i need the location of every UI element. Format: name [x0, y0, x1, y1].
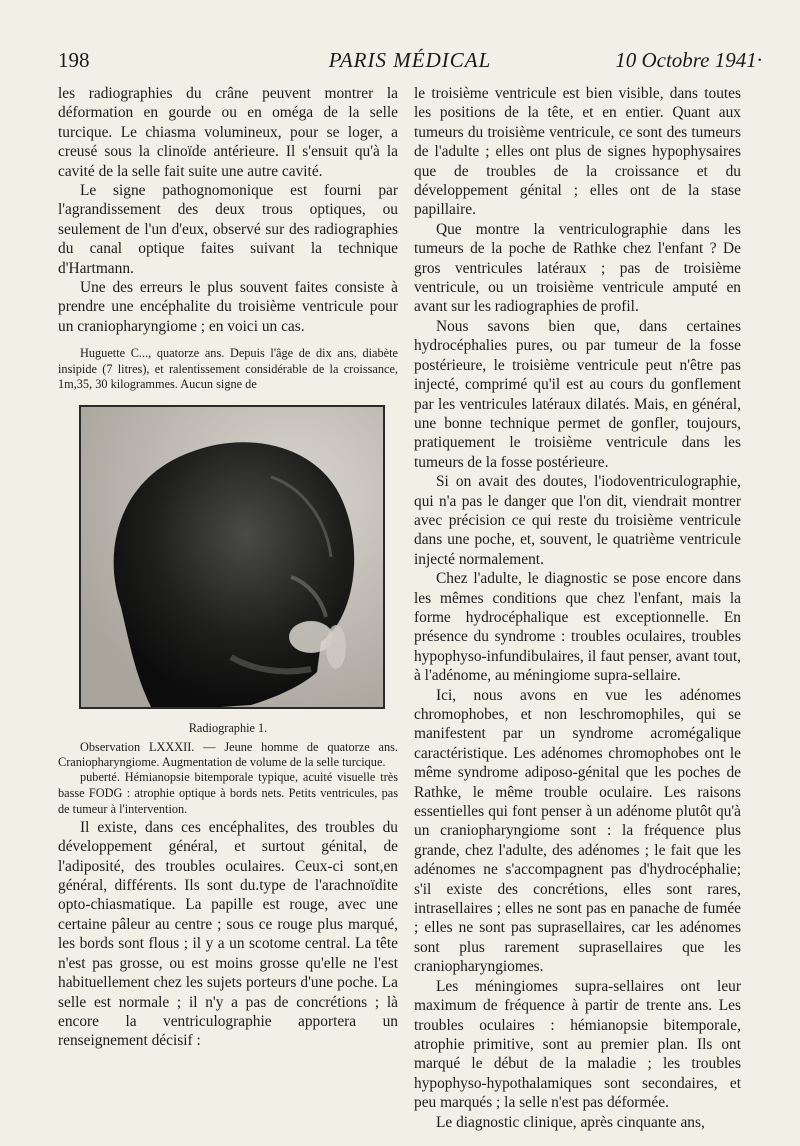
paragraph: Nous savons bien que, dans certaines hydrocéphalies pures, ou par tumeur de la fosse postérieure, le troisième ventricule peut n'être pas injecté, comprimé qu'il est au cours du gonflement par les ventricules latéraux dilatés. Mais, en général, une bonne technique permet de gonfler, toujours, pratiquement le troisième ventricule dans les tumeurs de la fosse postérieure.	[414, 317, 741, 471]
figure-label: Radiographie 1.	[188, 721, 268, 736]
case-continued: puberté. Hémianopsie bitemporale typique, acuité visuelle très basse FODG : atrophie optique à bords nets. Petits ventricules, pas de tumeur à l'intervention.	[58, 770, 398, 817]
left-column	[58, 84, 398, 1051]
skull-radiograph-image	[81, 407, 383, 707]
journal-title: PARIS MÉDICAL	[328, 48, 492, 72]
paragraph: Que montre la ventriculographie dans les tumeurs de la poche de Rathke chez l'enfant ? De gros ventricules latéraux ; pas de troisième ventricule, ou un troisième ventricule amputé en avant sur les radiographies de profil.	[414, 220, 741, 316]
page-header	[58, 48, 762, 74]
paragraph: Les méningiomes supra-sellaires ont leur maximum de fréquence à partir de trente ans. Les troubles oculaires : hémianopsie bitemporale, atrophie primitive, sont au premier plan. Ils ont marqué le début de la maladie ; les troubles hypophyso-hypothalamiques sont secondaires, et peu marqués ; la selle n'est pas déformée.	[414, 977, 741, 1112]
right-column	[414, 84, 741, 1132]
figure-caption: Observation LXXXII. — Jeune homme de quatorze ans. Craniopharyngiome. Augmentation de volume de la selle turcique.	[58, 740, 398, 770]
paragraph: Ici, nous avons en vue les adénomes chromophobes, et non leschromophiles, qui se manifestent par un syndrome acromégalique caractéristique. Les adénomes chromophobes ont le même syndrome adiposo-génital que les poches de Rathke, le même trouble oculaire. Les raisons essentielles qui font penser à un adénome plutôt qu'à un craniopharyngiome sont : la fréquence plus grande, chez l'adulte, des adénomes ; le fait que les adénomes ne s'accompagnent pas d'hydrocéphalie; s'il existe des concrétions, elles sont rares, intrasellaires ; elles ne sont pas en panache de fumée ; elles ne sont pas suprasellaires, car les adénomes sont plus rarement suprasellaires que les craniopharyngiomes.	[414, 686, 741, 976]
paragraph: Il existe, dans ces encéphalites, des troubles du développement général, et surtout génital, de l'adiposité, des troubles oculaires. Ceux-ci sont,en général, différents. Ils sont du.type de l'arachnoïdite opto-chiasmatique. La papille est rouge, avec une certaine pâleur au centre ; sous ce rouge plus marqué, les bords sont flous ; il y a un scotome central. La tête n'est pas grosse, ou est moins grosse qu'elle ne l'est habituellement chez les sujets porteurs d'une poche. La selle est normale ; il n'y a pas de concrétions ; là encore la ventriculographie apportera un renseignement décisif :	[58, 818, 398, 1050]
paragraph: les radiographies du crâne peuvent montrer la déformation en gourde ou en oméga de la selle turcique. Le chiasma volumineux, pour se loger, a creusé sous la clinoïde antérieure. Il s'ensuit qu'à la cavité de la selle fait suite une autre cavité.	[58, 85, 398, 180]
page-number: 198	[58, 48, 90, 72]
paragraph: Si on avait des doutes, l'iodoventriculographie, qui n'a pas le danger que l'on dit, viendrait montrer avec précision ce qui reste du troisième ventricule dans une poche, et, souvent, le quatrième ventricule injecté normalement.	[414, 473, 741, 568]
radiograph-figure	[79, 405, 385, 709]
issue-date: 10 Octobre 1941·	[615, 48, 762, 72]
paragraph: Le signe pathognomonique est fourni par l'agrandissement des deux trous optiques, ou seulement de l'un d'eux, observé sur des radiographies du canal optique faites suivant la technique d'Hartmann.	[58, 182, 398, 277]
paragraph: Une des erreurs le plus souvent faites consiste à prendre une encéphalite du troisième ventricule pour un craniopharyngiome ; en voici un cas.	[58, 279, 398, 335]
case-intro: Huguette C..., quatorze ans. Depuis l'âge de dix ans, diabète insipide (7 litres), et ralentissement considérable de la croissance, 1m,35, 30 kilogrammes. Aucun signe de	[58, 346, 398, 392]
paragraph: Chez l'adulte, le diagnostic se pose encore dans les mêmes conditions que chez l'enfant, mais la forme hydrocéphalique est exceptionnelle. En présence du syndrome : troubles oculaires, troubles hypophyso-infundibulaires, il faut penser, avant tout, à l'adénome, au méningiome supra-sellaire.	[414, 570, 741, 685]
paragraph: Le diagnostic clinique, après cinquante ans,	[436, 1113, 705, 1131]
paragraph: le troisième ventricule est bien visible, dans toutes les positions de la tête, et en entier. Quant aux tumeurs du troisième ventricule, ce sont des tumeurs de l'adulte ; elles ont plus de signes hypophysaires que de troubles de la croissance et du développement génital ; elles ont de la stase papillaire.	[414, 85, 741, 219]
